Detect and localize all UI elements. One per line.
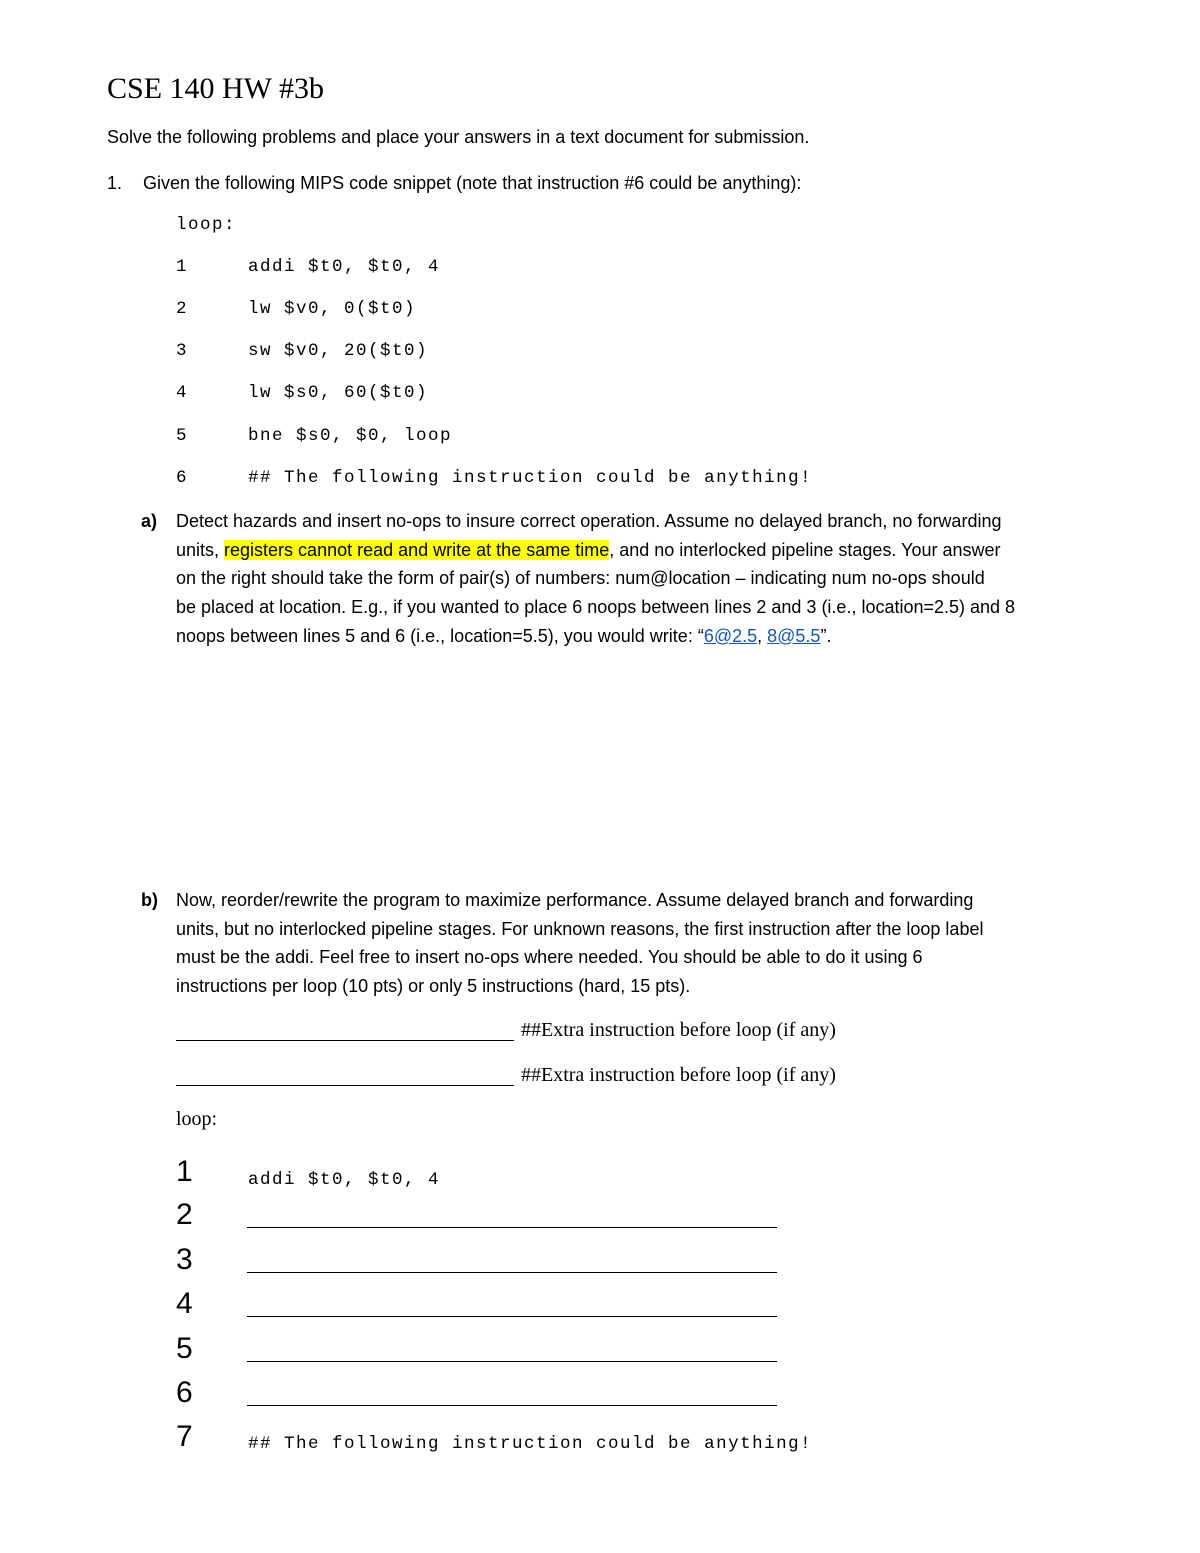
code-line-text: lw $v0, 0($t0): [248, 299, 417, 319]
code-loop-label: loop:: [176, 215, 237, 235]
intro-text: Solve the following problems and place your answers in a text document for submission.: [107, 127, 810, 147]
code-line-text: addi $t0, $t0, 4: [248, 257, 441, 277]
extra-instruction-note: ##Extra instruction before loop (if any): [521, 1064, 836, 1086]
answer-row-number: 3: [176, 1243, 193, 1276]
part-a-text: [176, 507, 1015, 651]
answer-blank[interactable]: [247, 1316, 777, 1317]
highlighted-text: registers cannot read and write at the same time: [224, 539, 610, 560]
problem-prompt: Given the following MIPS code snippet (note that instruction #6 could be anything):: [143, 173, 802, 193]
example-link-6-at-2-5[interactable]: 6@2.5: [703, 625, 758, 646]
code-line-number: 2: [176, 299, 189, 319]
code-line-number: 3: [176, 341, 189, 361]
answer-row-text: ## The following instruction could be anything!: [248, 1434, 813, 1454]
answer-row-number: 2: [176, 1198, 193, 1231]
answer-row-text: addi $t0, $t0, 4: [248, 1170, 441, 1190]
answer-blank[interactable]: [247, 1272, 777, 1273]
answer-blank[interactable]: [247, 1361, 777, 1362]
code-line-text: sw $v0, 20($t0): [248, 341, 429, 361]
code-line-text: lw $s0, 60($t0): [248, 383, 429, 403]
code-line-number: 5: [176, 426, 189, 446]
extra-instruction-blank[interactable]: [176, 1040, 514, 1041]
part-a-line: on the right should take the form of pair(s) of numbers: num@location – indicating num no-ops should: [176, 568, 985, 589]
answer-row-number: 7: [176, 1420, 193, 1453]
code-line-text: bne $s0, $0, loop: [248, 426, 453, 446]
problem-number: 1.: [107, 173, 123, 193]
code-line-number: 1: [176, 257, 189, 277]
text-run: ”.: [820, 625, 832, 646]
part-b-line: instructions per loop (10 pts) or only 5 instructions (hard, 15 pts).: [176, 976, 691, 997]
answer-row-number: 5: [176, 1332, 193, 1365]
part-a-line: be placed at location. E.g., if you wanted to place 6 noops between lines 2 and 3 (i.e., location=2.5) and 8: [176, 597, 1016, 618]
code-line-number: 4: [176, 383, 189, 403]
part-b-line: Now, reorder/rewrite the program to maximize performance. Assume delayed branch and forwarding: [176, 890, 974, 910]
extra-instruction-blank[interactable]: [176, 1085, 514, 1086]
part-b-line: must be the addi. Feel free to insert no-ops where needed. You should be able to do it using 6: [176, 947, 923, 968]
answer-loop-label: loop:: [176, 1108, 218, 1130]
text-run: noops between lines 5 and 6 (i.e., location=5.5), you would write: “: [176, 625, 704, 646]
page-title: CSE 140 HW #3b: [107, 72, 324, 105]
example-link-8-at-5-5[interactable]: 8@5.5: [767, 625, 821, 646]
part-b-text: [176, 886, 983, 1001]
part-b-label: b): [141, 890, 158, 910]
text-run: , and no interlocked pipeline stages. Your answer: [609, 539, 1001, 560]
answer-blank[interactable]: [247, 1227, 777, 1228]
part-a-line: Detect hazards and insert no-ops to insure correct operation. Assume no delayed branch, no forwarding: [176, 511, 1002, 531]
text-run: units,: [176, 539, 225, 560]
answer-row-number: 4: [176, 1287, 193, 1320]
part-a-line: [176, 622, 1015, 651]
answer-row-number: 6: [176, 1376, 193, 1409]
extra-instruction-note: ##Extra instruction before loop (if any): [521, 1019, 836, 1041]
part-a-line: [176, 536, 1015, 565]
part-b-line: units, but no interlocked pipeline stages. For unknown reasons, the first instruction after the loop label: [176, 918, 984, 939]
answer-blank[interactable]: [247, 1405, 777, 1406]
text-run: ,: [757, 625, 768, 646]
answer-row-number: 1: [176, 1155, 193, 1188]
part-a-label: a): [141, 511, 158, 531]
code-line-number: 6: [176, 468, 189, 488]
code-line-text: ## The following instruction could be anything!: [248, 468, 813, 488]
